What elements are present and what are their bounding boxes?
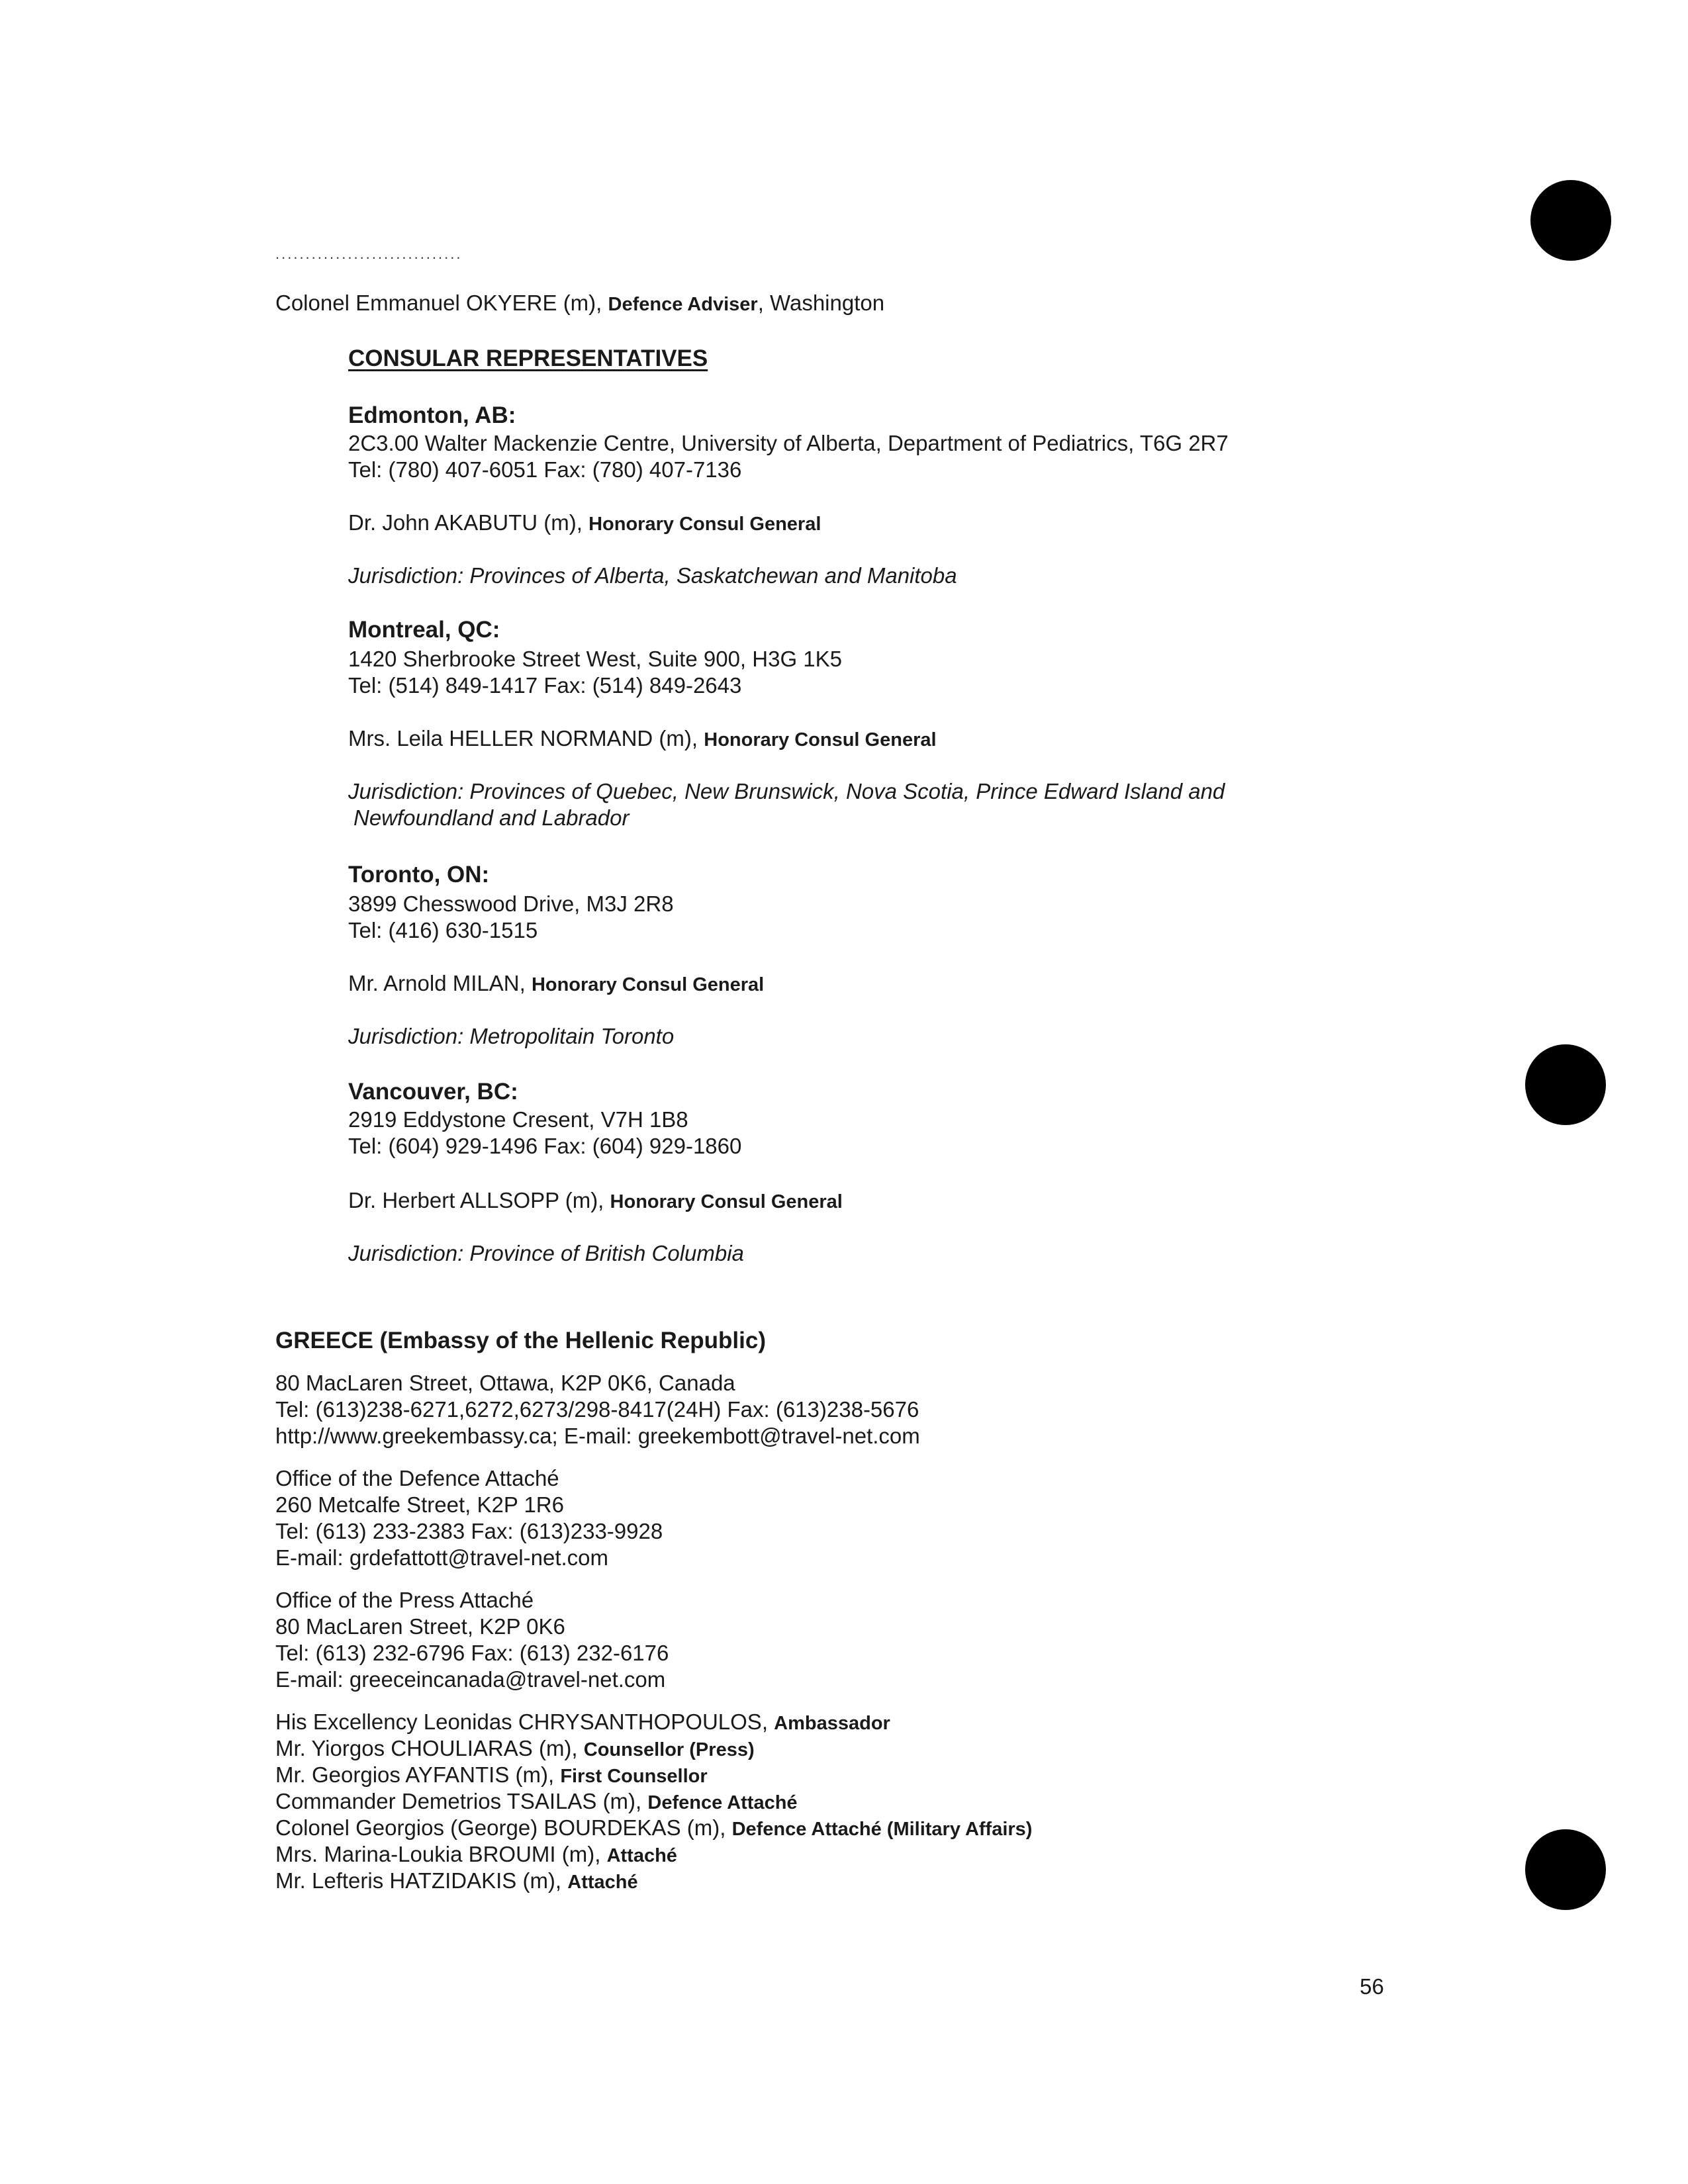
staff-row — [275, 1868, 638, 1895]
embassy-address: 80 MacLaren Street, Ottawa, K2P 0K6, Canada — [275, 1371, 735, 1395]
toronto-consul-name: Mr. Arnold MILAN, — [348, 971, 526, 995]
embassy-phone: Tel: (613)238-6271,6272,6273/298-8417(24H) Fax: (613)238-5676 — [275, 1397, 919, 1422]
montreal-consul-role: Honorary Consul General — [704, 729, 937, 751]
edmonton-address: 2C3.00 Walter Mackenzie Centre, University of Alberta, Department of Pediatrics, T6G 2R7 — [348, 431, 1229, 455]
staff-row — [275, 1788, 798, 1816]
staff-role: Ambassador — [774, 1713, 890, 1734]
punch-hole-middle — [1525, 1044, 1606, 1125]
staff-row — [275, 1709, 890, 1737]
montreal-city: Montreal, QC: — [348, 617, 500, 643]
greece-heading: GREECE (Embassy of the Hellenic Republic) — [275, 1328, 766, 1353]
staff-row — [275, 1815, 1032, 1843]
page-number: 56 — [1360, 1974, 1384, 1999]
press-office-phone: Tel: (613) 232-6796 Fax: (613) 232-6176 — [275, 1641, 669, 1665]
defence-office-phone: Tel: (613) 233-2383 Fax: (613)233-9928 — [275, 1519, 663, 1543]
toronto-jurisdiction: Jurisdiction: Metropolitain Toronto — [348, 1024, 675, 1048]
embassy-web-email: http://www.greekembassy.ca; E-mail: greekembott@travel-net.com — [275, 1424, 920, 1448]
punch-hole-top — [1530, 180, 1611, 261]
edmonton-city: Edmonton, AB: — [348, 402, 516, 428]
defence-adviser-location: , Washington — [757, 291, 885, 315]
staff-name: Mr. Georgios AYFANTIS (m), — [275, 1762, 555, 1787]
vancouver-consul-role: Honorary Consul General — [610, 1191, 843, 1212]
vancouver-phone: Tel: (604) 929-1496 Fax: (604) 929-1860 — [348, 1134, 742, 1158]
montreal-jurisdiction-line-1: Jurisdiction: Provinces of Quebec, New Brunswick, Nova Scotia, Prince Edward Island and — [348, 779, 1225, 803]
staff-role: Defence Attaché — [647, 1792, 798, 1813]
vancouver-city: Vancouver, BC: — [348, 1079, 518, 1105]
vancouver-jurisdiction: Jurisdiction: Province of British Columbia — [348, 1241, 744, 1265]
press-office-address: 80 MacLaren Street, K2P 0K6 — [275, 1614, 565, 1639]
staff-role: Defence Attaché (Military Affairs) — [731, 1819, 1033, 1840]
defence-adviser-name: Colonel Emmanuel OKYERE (m), — [275, 291, 602, 315]
press-office-email: E-mail: greeceincanada@travel-net.com — [275, 1667, 666, 1692]
montreal-consul-name: Mrs. Leila HELLER NORMAND (m), — [348, 726, 698, 751]
defence-adviser-line — [275, 290, 884, 318]
montreal-phone: Tel: (514) 849-1417 Fax: (514) 849-2643 — [348, 673, 742, 698]
staff-name: Mrs. Marina-Loukia BROUMI (m), — [275, 1842, 601, 1866]
defence-office-email: E-mail: grdefattott@travel-net.com — [275, 1545, 609, 1570]
defence-adviser-role: Defence Adviser — [608, 294, 758, 315]
montreal-consul — [348, 725, 937, 753]
edmonton-phone: Tel: (780) 407-6051 Fax: (780) 407-7136 — [348, 457, 742, 482]
staff-name: Mr. Lefteris HATZIDAKIS (m), — [275, 1868, 562, 1893]
edmonton-consul-role: Honorary Consul General — [588, 514, 821, 535]
toronto-phone: Tel: (416) 630-1515 — [348, 918, 538, 942]
toronto-consul — [348, 970, 764, 998]
montreal-jurisdiction-line-2: Newfoundland and Labrador — [353, 805, 630, 830]
staff-role: Attaché — [567, 1872, 638, 1893]
edmonton-consul — [348, 510, 821, 537]
staff-name: Colonel Georgios (George) BOURDEKAS (m), — [275, 1815, 726, 1840]
toronto-address: 3899 Chesswood Drive, M3J 2R8 — [348, 891, 674, 916]
montreal-address: 1420 Sherbrooke Street West, Suite 900, H3G 1K5 — [348, 647, 842, 671]
staff-role: Attaché — [606, 1845, 677, 1866]
leader-dots: ............................... — [275, 246, 463, 262]
edmonton-consul-name: Dr. John AKABUTU (m), — [348, 510, 583, 535]
toronto-city: Toronto, ON: — [348, 862, 490, 887]
defence-office-address: 260 Metcalfe Street, K2P 1R6 — [275, 1492, 564, 1517]
toronto-consul-role: Honorary Consul General — [531, 974, 765, 995]
vancouver-consul-name: Dr. Herbert ALLSOPP (m), — [348, 1188, 604, 1212]
staff-role: First Counsellor — [560, 1766, 708, 1787]
staff-name: Mr. Yiorgos CHOULIARAS (m), — [275, 1736, 578, 1760]
staff-role: Counsellor (Press) — [583, 1739, 755, 1760]
consular-heading: CONSULAR REPRESENTATIVES — [348, 345, 708, 371]
press-office-title: Office of the Press Attaché — [275, 1588, 534, 1612]
defence-office-title: Office of the Defence Attaché — [275, 1466, 559, 1490]
vancouver-address: 2919 Eddystone Cresent, V7H 1B8 — [348, 1107, 688, 1132]
staff-row — [275, 1762, 708, 1790]
edmonton-jurisdiction: Jurisdiction: Provinces of Alberta, Saskatchewan and Manitoba — [348, 563, 957, 588]
staff-name: Commander Demetrios TSAILAS (m), — [275, 1789, 642, 1813]
staff-row — [275, 1735, 755, 1763]
staff-row — [275, 1841, 677, 1869]
vancouver-consul — [348, 1187, 843, 1215]
punch-hole-bottom — [1525, 1829, 1606, 1910]
staff-name: His Excellency Leonidas CHRYSANTHOPOULOS, — [275, 1709, 768, 1734]
